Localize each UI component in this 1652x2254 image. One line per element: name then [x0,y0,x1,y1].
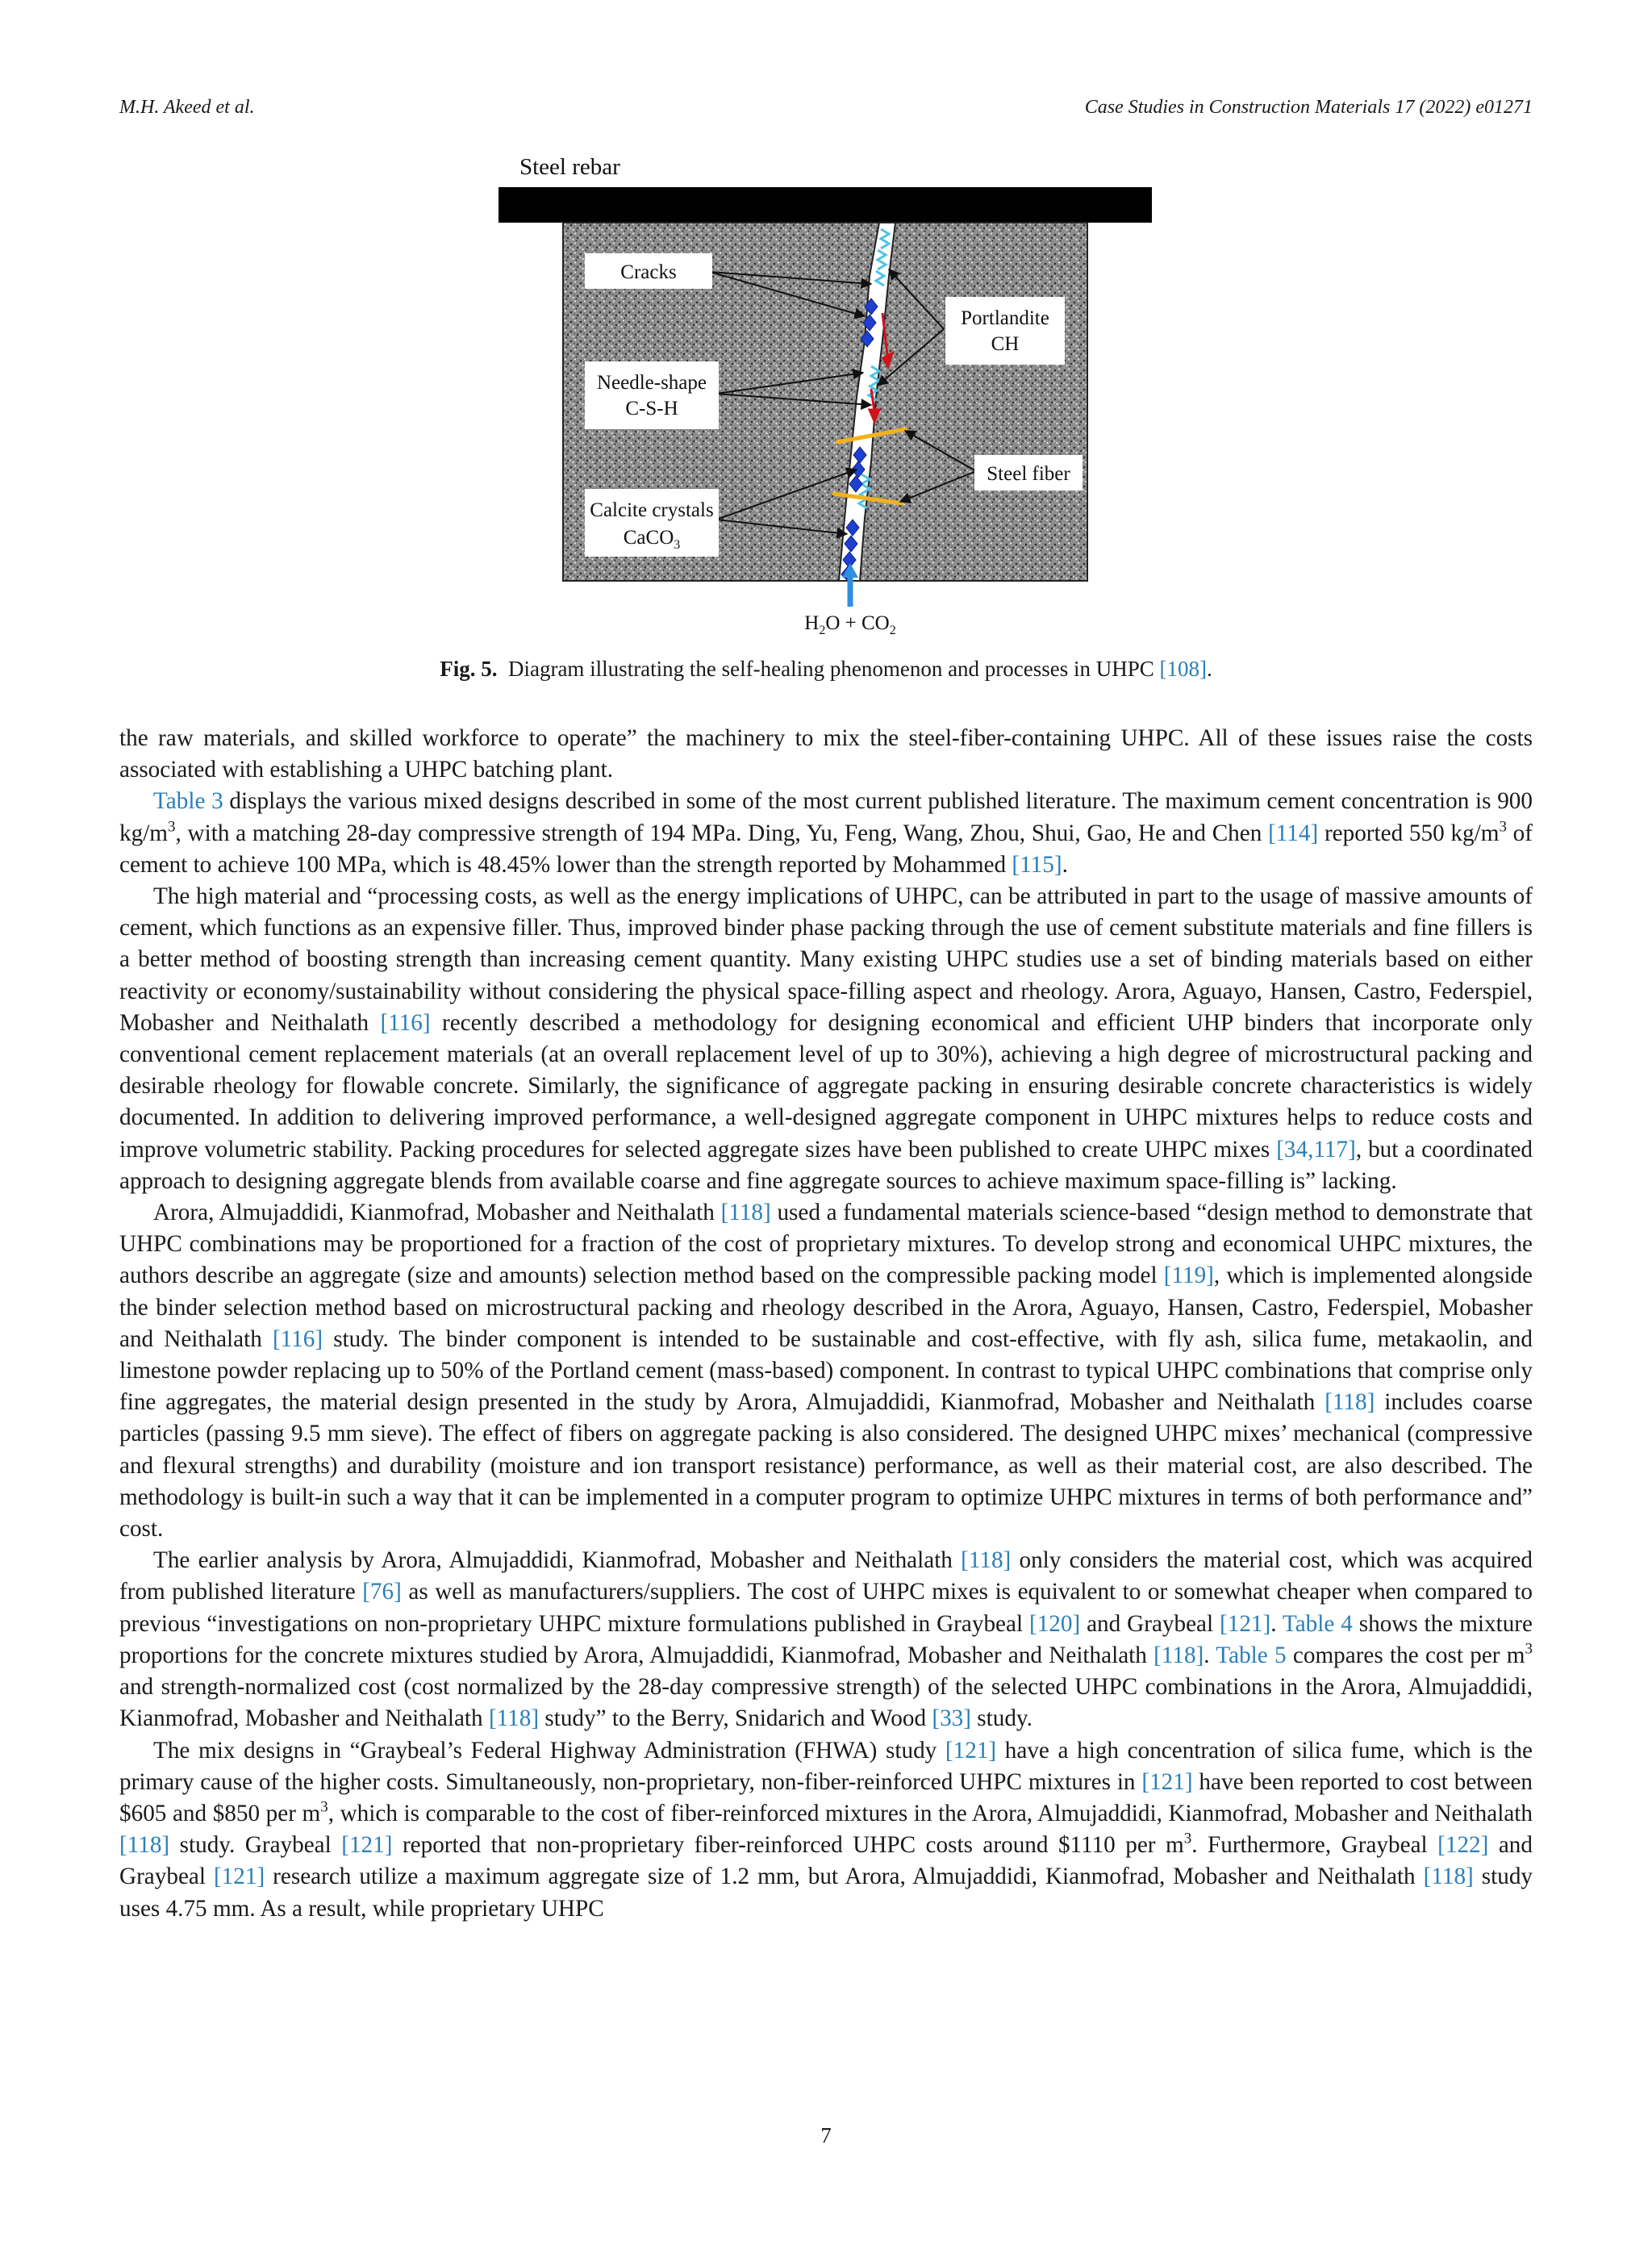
p6-text-6: reported that non-proprietary fiber-reinforced UHPC costs around $1110 per m [392,1832,1184,1859]
figure-caption [119,657,1533,682]
p6-text-9: research utilize a maximum aggregate size of 1.2 mm, but Arora, Almujaddidi, Kianmofrad, Mobasher and Neithalath [265,1864,1424,1890]
ref-118[interactable]: [118] [1423,1864,1474,1890]
p5-text-1: The earlier analysis by Arora, Almujaddidi, Kianmofrad, Mobasher and Neithalath [153,1547,962,1574]
ref-121[interactable]: [121] [213,1864,265,1890]
p5-text-11: study. [970,1705,1032,1732]
p4-text-1: Arora, Almujaddidi, Kianmofrad, Mobasher and Neithalath [153,1200,721,1226]
p5-text-4: and Graybeal [1080,1610,1220,1637]
ref-118[interactable]: [118] [1325,1389,1375,1416]
page-number: 7 [820,2123,832,2148]
label-calcite-line2 [624,527,681,552]
label-portlandite-line2: CH [991,333,1020,355]
ref-120[interactable]: [120] [1028,1610,1081,1637]
label-cracks: Cracks [620,261,677,283]
p2-sup-1: 3 [168,818,176,836]
ref-114[interactable]: [114] [1268,820,1319,846]
ref-table-3[interactable]: Table 3 [153,788,223,815]
ref-table-5[interactable]: Table 5 [1216,1642,1287,1668]
p4-text-3: , which is implemented alongside the binder selection method based on microstructural packing and rheology described in the Arora, Aguayo, Hansen, Castro, Federspiel, Mobasher and Neithalath [119,1263,1533,1352]
p5-text-6: shows the mixture proportions for the concrete mixtures studied by Arora, Almujaddidi, Kianmofrad, Mobasher and Neithalath [119,1610,1533,1668]
running-head [119,97,1533,123]
ref-34-117[interactable]: [34,117] [1276,1136,1356,1162]
ref-121[interactable]: [121] [1141,1768,1193,1795]
p2-text-1: displays the various mixed designs described in some of the most current published literature. The maximum cement concentration is 900 kg/m [119,788,1533,846]
p2-text-3: reported 550 kg/m [1318,820,1500,846]
p5-sup: 3 [1525,1640,1533,1658]
ref-118[interactable]: [118] [720,1200,771,1226]
label-needle-line1: Needle-shape [596,372,707,394]
ref-116[interactable]: [116] [380,1009,431,1036]
label-box-steel-fiber [974,455,1083,490]
caption-label: Fig. 5. [440,657,498,681]
paragraph-3 [119,881,1533,1197]
p6-text-1: The mix designs in “Graybeal’s Federal Highway Administration (FHWA) study [153,1737,945,1764]
paragraph-2 [119,786,1533,881]
ref-121[interactable]: [121] [945,1737,997,1764]
p2-text-4: of cement to achieve 100 MPa, which is 48.45% lower than the strength reported by Mohammed [119,820,1533,878]
steel-rebar-bar [499,187,1152,223]
p3-text-3: , but a coordinated approach to designing aggregate blends from available coarse and fine aggregate sources to achieve maximum space-filling is” lacking. [119,1136,1533,1194]
ref-table-4[interactable]: Table 4 [1282,1610,1353,1637]
label-steel-fiber: Steel fiber [987,463,1070,485]
figure-self-healing-diagram [492,155,1160,647]
p5-text-2: only considers the material cost, which was acquired from published literature [119,1547,1533,1605]
header-journal: Case Studies in Construction Materials 17 (2022) e01271 [1084,97,1533,118]
p5-text-10: study” to the Berry, Snidarich and Wood [539,1705,932,1732]
p4-text-2: used a fundamental materials science-based “design method to demonstrate that UHPC combinations may be proportioned for a fraction of the cost of proprietary mixtures. To develop strong and economical UHPC mixtures, the authors describe an aggregate (size and amounts) selection method based on the compressible packing model [119,1200,1533,1289]
paragraph-5 [119,1545,1533,1734]
caption-text: Diagram illustrating the self-healing phenomenon and processes in UHPC [507,657,1160,681]
ref-118[interactable]: [118] [119,1832,170,1859]
ref-33[interactable]: [33] [932,1705,971,1732]
ref-121[interactable]: [121] [1220,1610,1271,1637]
p3-text-1: The high material and “processing costs, as well as the energy implications of UHPC, can be attributed in part to the usage of massive amounts of cement, which functions as an expensive filler. Thus, improved binder phase packing through the use of cement substitute materials and fine fillers is a better method of boosting strength than increasing cement quantity. Many existing UHPC studies use a set of binding materials based on either reactivity or economy/sustainability without considering the physical space-filling aspect and rheology. Arora, Aguayo, Hansen, Castro, Federspiel, Mobasher and Neithalath [119,883,1533,1036]
label-calcite-subscript: 3 [674,538,681,552]
p5-text-7: . [1204,1642,1216,1668]
paragraph-6 [119,1735,1533,1925]
paragraph-4 [119,1197,1533,1545]
ref-118[interactable]: [118] [961,1547,1012,1574]
p2-text-2: , with a matching 28-day compressive strength of 194 MPa. Ding, Yu, Feng, Wang, Zhou, Shui, Gao, He and Chen [175,820,1269,846]
caption-end: . [1207,657,1212,681]
p6-text-5: study. Graybeal [169,1832,342,1859]
ref-76[interactable]: [76] [362,1579,402,1605]
label-h: H [804,612,820,634]
label-calcite-line1: Calcite crystals [590,499,714,521]
p6-text-8: and Graybeal [119,1832,1533,1890]
label-steel-rebar: Steel rebar [519,155,620,180]
label-box-needle [585,361,719,429]
p6-sup-1: 3 [320,1798,328,1816]
p4-text-4: study. The binder component is intended to be sustainable and cost-effective, with fly ash, silica fume, metakaolin, and limestone powder replacing up to 50% of the Portland cement (mass-based) component. In contrast to typical UHPC combinations that comprise only fine aggregates, the material design presented in the study by Arora, Almujaddidi, Kianmofrad, Mobasher and Neithalath [119,1325,1533,1416]
ref-115[interactable]: [115] [1012,851,1062,878]
p6-text-7: . Furthermore, Graybeal [1191,1832,1438,1859]
p5-text-8: compares the cost per m [1286,1642,1525,1668]
label-needle-line2: C-S-H [625,398,678,419]
ref-118[interactable]: [118] [1153,1642,1204,1668]
p6-text-4: , which is comparable to the cost of fiber-reinforced mixtures in the Arora, Almujaddidi, Kianmofrad, Mobasher and Neithalath [327,1800,1533,1826]
p5-text-9: and strength-normalized cost (cost normalized by the 28-day compressive strength) of the selected UHPC combinations in the Arora, Almujaddidi, Kianmofrad, Mobasher and Neithalath [119,1674,1533,1732]
ref-121[interactable]: [121] [341,1832,393,1859]
header-authors: M.H. Akeed et al. [119,97,255,118]
p6-sup-2: 3 [1183,1830,1192,1847]
p5-text-3: as well as manufacturers/suppliers. The cost of UHPC mixes is equivalent to or somewhat cheaper when compared to previous “investigations on non-proprietary UHPC mixture formulations published in Graybeal [119,1579,1533,1637]
label-box-portlandite [945,297,1065,365]
p2-text-5: . [1062,851,1068,878]
p2-sup-2: 3 [1499,818,1507,836]
ref-118[interactable]: [118] [488,1705,540,1732]
label-co2-subscript: 2 [889,624,896,637]
body-text [119,723,1533,1925]
p4-text-5: includes coarse particles (passing 9.5 mm sieve). The effect of fibers on aggregate packing is also considered. The designed UHPC mixes’ mechanical (compressive and flexural strengths) and durability (moisture and ion transport resistance) performance, as well as their material cost, are also described. The methodology is built-in such a way that it can be implemented in a computer program to optimize UHPC mixtures in terms of both performance and” cost. [119,1389,1533,1542]
caption-ref-108[interactable]: [108] [1159,657,1208,681]
ref-116[interactable]: [116] [272,1325,323,1352]
p6-text-2: have a high concentration of silica fume, which is the primary cause of the higher costs. Simultaneously, non-proprietary, non-fiber-reinforced UHPC mixtures in [119,1737,1533,1795]
ref-119[interactable]: [119] [1163,1263,1214,1289]
ref-122[interactable]: [122] [1437,1832,1489,1859]
label-h2o-co2 [804,612,895,637]
p3-text-2: recently described a methodology for designing economical and efficient UHP binders that incorporate only conventional cement replacement materials (at an overall replacement level of up to 30%), achieving a high degree of microstructural packing and desirable rheology for flowable concrete. Similarly, the significance of aggregate packing in ensuring desirable concrete characteristics is widely documented. In addition to delivering improved performance, a well-designed aggregate component in UHPC mixtures helps to reduce costs and improve volumetric stability. Packing procedures for selected aggregate sizes have been published to create UHPC mixes [119,1009,1533,1162]
p5-text-5: . [1270,1610,1283,1637]
label-o-co: O + CO [825,612,890,634]
label-box-cracks [585,253,712,289]
diagram-svg [492,155,1160,647]
label-portlandite-line1: Portlandite [961,307,1049,329]
p6-text-10: study uses 4.75 mm. As a result, while proprietary UHPC [119,1864,1533,1922]
label-h2o-subscript: 2 [819,624,826,637]
label-calcite-formula: CaCO [623,527,674,549]
p6-text-3: have been reported to cost between $605 and $850 per m [119,1768,1533,1826]
label-box-calcite [585,489,719,557]
paragraph-1: the raw materials, and skilled workforce to operate” the machinery to mix the steel-fiber-containing UHPC. All of these issues raise the costs associated with establishing a UHPC batching plant. [119,725,1533,783]
